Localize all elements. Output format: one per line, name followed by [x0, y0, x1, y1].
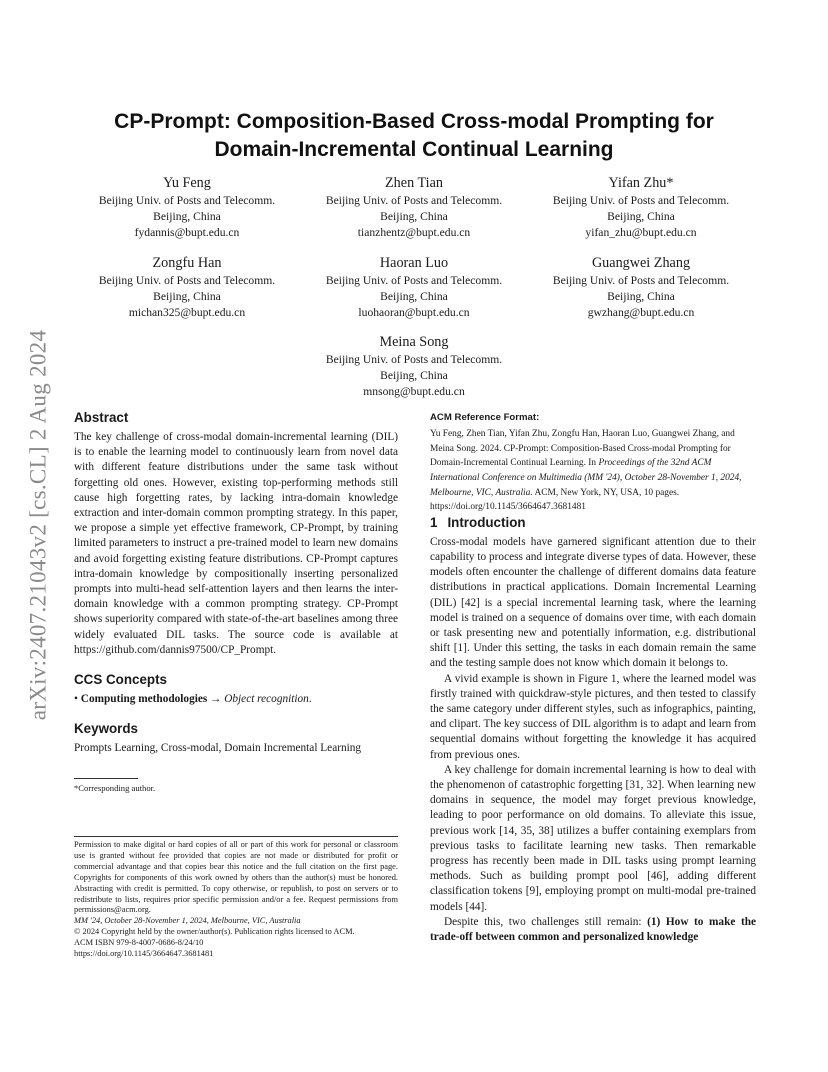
intro-paragraph-4-bold: (1) How to make the trade-off between common and personalized knowledge	[430, 915, 756, 944]
acm-reference-tail: ACM, New York, NY, USA, 10 pages. https://doi.org/10.1145/3664647.3681481	[430, 487, 680, 513]
author-name: Yifan Zhu*	[608, 175, 674, 191]
author-email: luohaoran@bupt.edu.cn	[358, 306, 470, 319]
author-affiliation: Beijing Univ. of Posts and Telecomm.	[552, 194, 730, 207]
ccs-concept: Object recognition	[224, 693, 309, 706]
intro-paragraph-4	[430, 915, 756, 945]
author-location: Beijing, China	[153, 290, 221, 303]
arxiv-identifier	[18, 290, 58, 760]
author-location: Beijing, China	[380, 290, 448, 303]
footnote-divider	[74, 778, 138, 779]
author-card	[528, 254, 754, 321]
acm-reference-authors: Yu Feng, Zhen Tian, Yifan Zhu, Zongfu Han, Haoran Luo, Guangwei Zhang, and Meina Song. 2024. CP-Prompt: Composition-Based Cross-modal Prompting for Domain-Incremental Continual Learning. In	[430, 429, 735, 469]
author-location: Beijing, China	[153, 210, 221, 223]
author-location: Beijing, China	[380, 369, 448, 382]
author-card	[528, 174, 754, 241]
section-title: Introduction	[447, 514, 526, 530]
keywords-text: Prompts Learning, Cross-modal, Domain Incremental Learning	[74, 742, 362, 755]
author-card	[74, 254, 300, 321]
author-location: Beijing, China	[380, 210, 448, 223]
doi-line: https://doi.org/10.1145/3664647.3681481	[74, 949, 214, 959]
intro-paragraph-3: A key challenge for domain incremental learning is how to deal with the phenomenon of catastrophic forgetting [31, 32]. When learning new domains in sequence, the model may forget previous knowledge, leading to poor performance on old domains. To alleviate this issue, previous work [14, 35, 38] utilizes a buffer containing exemplars from previous tasks to facilitate learning new tasks. Then remarkable progress has recently been made in DIL tasks using prompt learning methods. Such as building prompt pool [46], adding different classification tokens [9], employing prompt on multi-modal pre-trained models [44].	[430, 763, 756, 913]
author-name: Zongfu Han	[152, 255, 222, 271]
ccs-bullet: •	[74, 693, 78, 706]
author-email: tianzhentz@bupt.edu.cn	[357, 226, 471, 239]
author-email: yifan_zhu@bupt.edu.cn	[585, 226, 697, 239]
ccs-category: Computing methodologies	[80, 693, 208, 706]
author-affiliation: Beijing Univ. of Posts and Telecomm.	[325, 194, 503, 207]
intro-paragraph-1: Cross-modal models have garnered significant attention due to their capability to process and integrate diverse types of data. However, these models often encounter the challenge of different domains data feature distributions in practical applications. Domain Incremental Learning (DIL) [42] is a special incremental learning task, where the learning model is trained on a sequence of domains over time, with each domain or task presenting new and potentially information, e.g. distributional shift [1]. Under this setting, the tasks in each domain remain the same and the testing sample does not know which domain it belongs to.	[430, 535, 756, 670]
author-card	[74, 174, 300, 241]
corresponding-author-footnote: *Corresponding author.	[74, 783, 156, 794]
author-name: Zhen Tian	[385, 175, 443, 191]
paper-title-line-1: CP-Prompt: Composition-Based Cross-modal Prompting for	[114, 110, 714, 133]
copyright-line: © 2024 Copyright held by the owner/author(s). Publication rights licensed to ACM.	[74, 927, 355, 937]
keywords-heading: Keywords	[74, 721, 138, 737]
author-email: michan325@bupt.edu.cn	[128, 306, 246, 319]
author-location: Beijing, China	[607, 290, 675, 303]
right-column	[430, 410, 756, 945]
ccs-end: .	[308, 693, 312, 706]
author-affiliation: Beijing Univ. of Posts and Telecomm.	[325, 353, 503, 366]
intro-paragraph-4-start: Despite this, two challenges still remain:	[444, 915, 648, 928]
author-affiliation: Beijing Univ. of Posts and Telecomm.	[98, 194, 276, 207]
acm-reference-heading: ACM Reference Format:	[430, 412, 540, 423]
author-card	[301, 254, 527, 321]
author-name: Yu Feng	[163, 175, 211, 191]
abstract-text: The key challenge of cross-modal domain-incremental learning (DIL) is to enable the learning model to continuously learn from novel data with different feature distributions under the same task without forgetting old ones. However, existing top-performing methods still cause high forgetting rates, by lacking intra-domain knowledge extraction and inter-domain common prompting strategy. In this paper, we propose a simple yet effective framework, CP-Prompt, by training limited parameters to instruct a pre-trained model to learn new domains and avoid forgetting existing feature distributions. CP-Prompt captures intra-domain knowledge by compositionally inserting personalized prompts into multi-head self-attention layers and then learns the inter-domain knowledge with a common prompting strategy. CP-Prompt shows superiority compared with state-of-the-art baselines among three widely evaluated DIL tasks. The source code is available at https://github.com/dannis97500/CP_Prompt.	[74, 431, 398, 656]
venue-line: MM '24, October 28-November 1, 2024, Melbourne, VIC, Australia	[74, 916, 301, 926]
abstract-heading: Abstract	[74, 410, 129, 425]
permission-divider	[74, 836, 398, 837]
author-name: Guangwei Zhang	[591, 255, 691, 271]
author-affiliation: Beijing Univ. of Posts and Telecomm.	[552, 274, 730, 287]
intro-paragraph-2: A vivid example is shown in Figure 1, where the learned model was firstly trained with quickdraw-style pictures, and then tested to classify the same category under different styles, such as infographics, painting, and clipart. The key success of DIL algorithm is to adapt and learn from sequential domains without forgetting the knowledge it has acquired from previous ones.	[430, 672, 756, 761]
author-email: gwzhang@bupt.edu.cn	[587, 306, 695, 319]
author-name: Haoran Luo	[379, 255, 449, 271]
author-email: mnsong@bupt.edu.cn	[363, 385, 465, 398]
author-affiliation: Beijing Univ. of Posts and Telecomm.	[98, 274, 276, 287]
ccs-arrow: →	[207, 693, 225, 706]
isbn-line: ACM ISBN 979-8-4007-0686-8/24/10	[74, 938, 204, 948]
permission-notice	[74, 840, 398, 960]
acm-reference-proceedings: Proceedings of the 32nd ACM International Conference on Multimedia (MM '24), October 28-November 1, 2024, Melbourne, VIC, Australia.	[430, 458, 742, 498]
introduction-heading	[430, 515, 756, 531]
left-column	[74, 410, 398, 794]
author-card	[301, 174, 527, 241]
section-number: 1	[430, 514, 438, 530]
arxiv-identifier-text: arXiv:2407.21043v2 [cs.CL] 2 Aug 2024	[25, 329, 51, 721]
author-location: Beijing, China	[607, 210, 675, 223]
paper-title	[74, 108, 754, 164]
author-email: fydannis@bupt.edu.cn	[134, 226, 240, 239]
author-name: Meina Song	[379, 334, 449, 350]
ccs-concepts	[74, 692, 398, 707]
ccs-heading: CCS Concepts	[74, 672, 168, 688]
author-card	[301, 333, 527, 400]
permission-text: Permission to make digital or hard copies of all or part of this work for personal or classroom use is granted without fee provided that copies are not made or distributed for profit or commercial advantage and that copies bear this notice and the full citation on the first page. Copyrights for components of this work owned by others than the author(s) must be honored. Abstracting with credit is permitted. To copy otherwise, or republish, to post on servers or to redistribute to lists, requires prior specific permission and/or a fee. Request permissions from permissions@acm.org.	[74, 840, 398, 915]
author-affiliation: Beijing Univ. of Posts and Telecomm.	[325, 274, 503, 287]
paper-title-line-2: Domain-Incremental Continual Learning	[214, 138, 614, 161]
acm-reference	[430, 427, 756, 515]
